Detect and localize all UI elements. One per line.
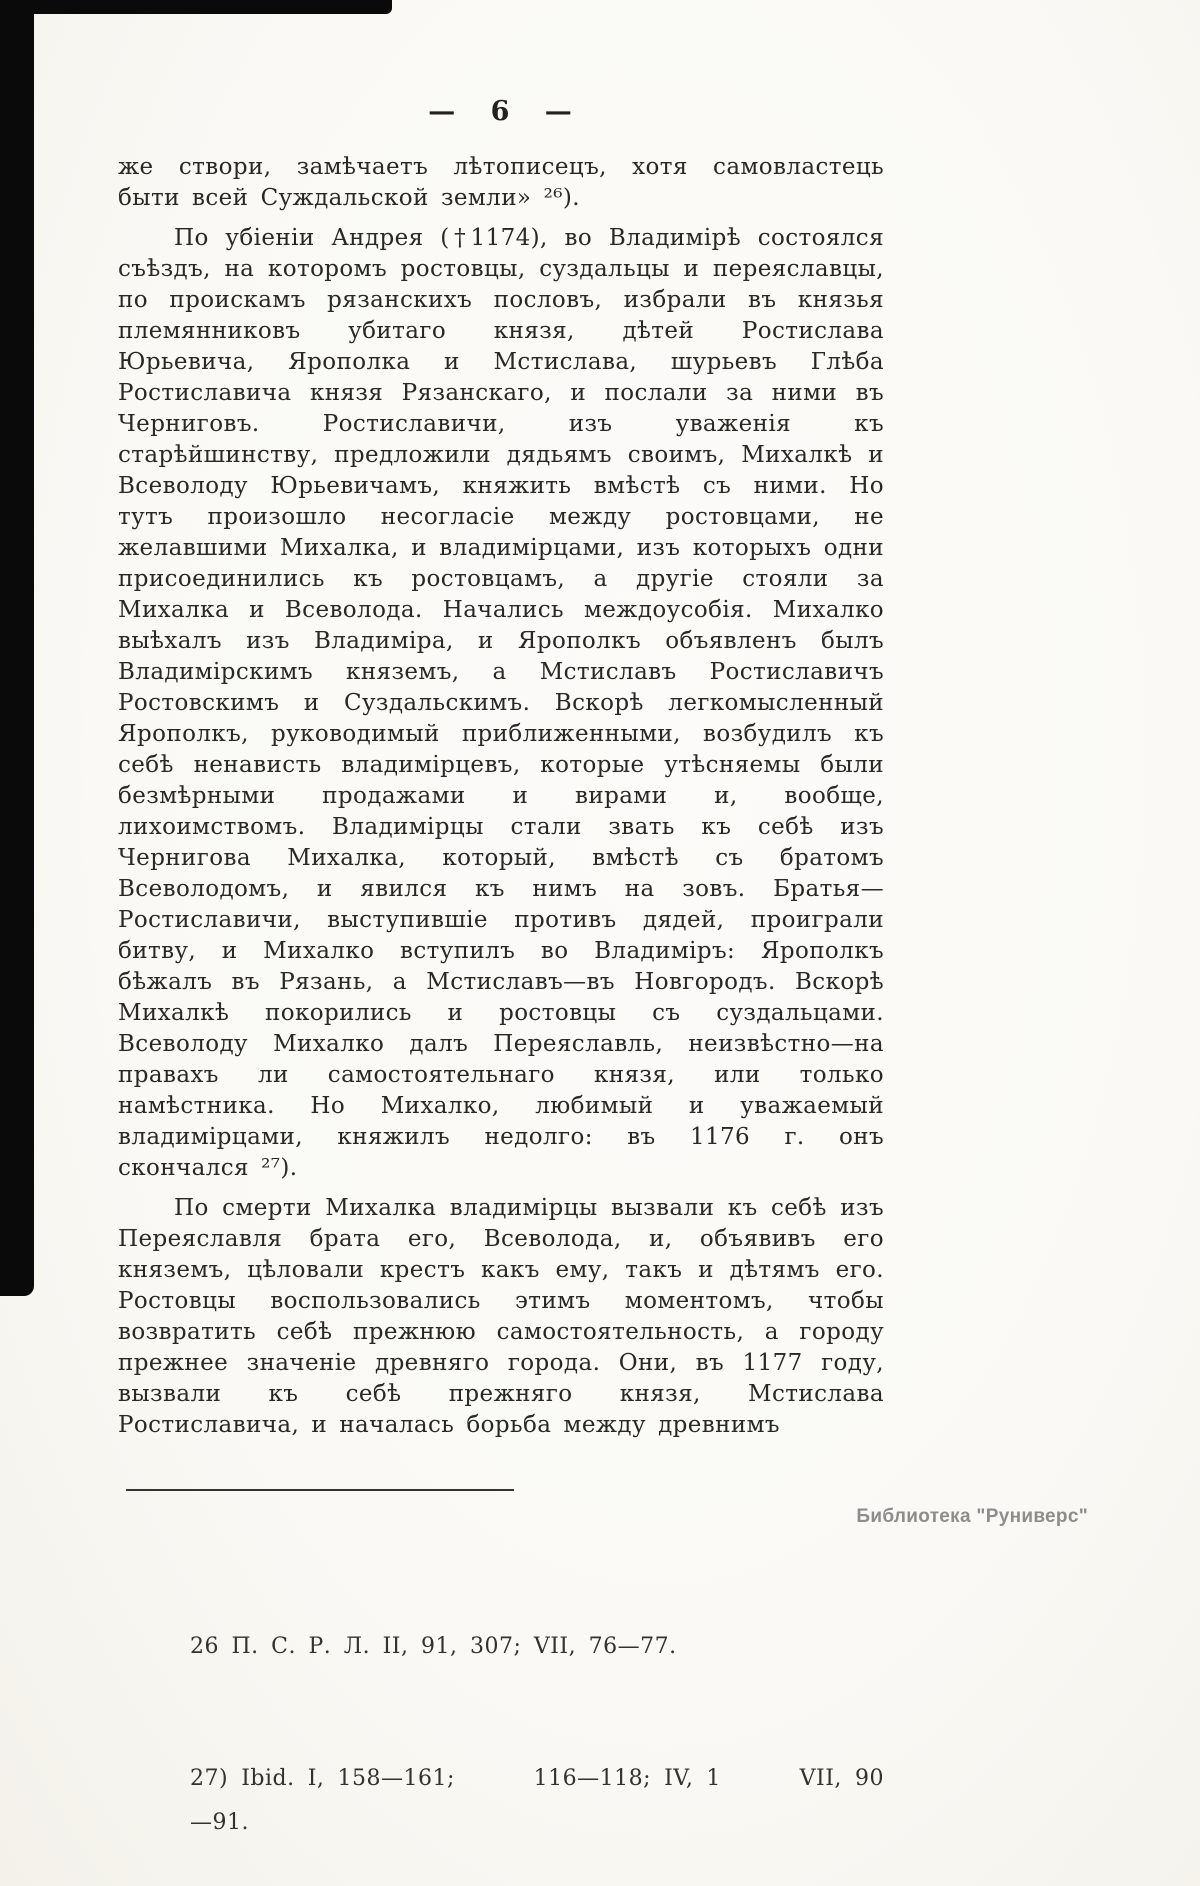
scan-edge-top [0, 0, 392, 14]
footnotes [190, 1537, 884, 1886]
footnote-26: 26 П. С. Р. Л. II, 91, 307; VII, 76—77. [190, 1634, 677, 1659]
paragraph: По смерти Михалка владимірцы вызвали къ себѣ изъ Переяславля брата его, Всеволода, и, объявивъ его княземъ, цѣловали крестъ какъ ему, такъ и дѣтямъ его. Ростовцы воспользовались этимъ моментомъ, чтобы возвратить себѣ прежнюю самостоятельность, а городу прежнее значеніе древняго города. Они, въ 1177 году, вызвали къ себѣ прежняго князя, Мстислава Ростиславича, и началась борьба между древнимъ [118, 1195, 884, 1438]
footnote-27: 27) Ibid. I, 158—161; 116—118; IV, 1 VII, 90—91. [190, 1766, 884, 1835]
paragraph: По убіеніи Андрея (†1174), во Владимірѣ состоялся съѣздъ, на которомъ ростовцы, суздальцы и переяславцы, по проискамъ рязанскихъ пословъ, избрали въ князья племянниковъ убитаго князя, дѣтей Ростислава Юрьевича, Ярополка и Мстислава, шурьевъ Глѣба Ростиславича князя Рязанскаго, и послали за ними въ Черниговъ. Ростиславичи, изъ уваженія къ старѣйшинству, предложили дядьямъ своимъ, Михалкѣ и Всеволоду Юрьевичамъ, княжить вмѣстѣ съ ними. Но тутъ произошло несогласіе между ростовцами, не желавшими Михалка, и владимірцами, изъ которыхъ одни присоединились къ ростовцамъ, а другіе стояли за Михалка и Всеволода. Начались междоусобія. Михалко выѣхалъ изъ Владиміра, и Ярополкъ объявленъ былъ Владимірскимъ княземъ, а Мстиславъ Ростиславичъ Ростовскимъ и Суздальскимъ. Вскорѣ легкомысленный Ярополкъ, руководимый приближенными, возбудилъ къ себѣ ненависть владимірцевъ, которые утѣсняемы были безмѣрными продажами и вирами и, вообще, лихоимствомъ. Владимірцы стали звать къ себѣ изъ Чернигова Михалка, который, вмѣстѣ съ братомъ Всеволодомъ, и явился къ нимъ на зовъ. Братья—Ростиславичи, выступившіе противъ дядей, проиграли битву, и Михалко вступилъ во Владиміръ: Ярополкъ бѣжалъ въ Рязань, а Мстиславъ—въ Новгородъ. Вскорѣ Михалкѣ покорились и ростовцы съ суздальцами. Всеволоду Михалко далъ Переяславль, неизвѣстно—на правахъ ли самостоятельнаго князя, или только намѣстника. Но Михалко, любимый и уважаемый владимірцами, княжилъ недолго: въ 1176 г. онъ скончался ²⁷). [118, 225, 884, 1181]
paragraph-continuation: же створи, замѣчаетъ лѣтописецъ, хотя самовластець быти всей Суждальской земли» ²⁶). [118, 154, 884, 211]
scan-edge-left [0, 0, 34, 1296]
page-number: — 6 — [428, 96, 574, 127]
body-text [118, 152, 884, 1886]
library-watermark: Библиотека "Руниверс" [856, 1506, 1088, 1527]
footnote-separator [126, 1489, 514, 1491]
